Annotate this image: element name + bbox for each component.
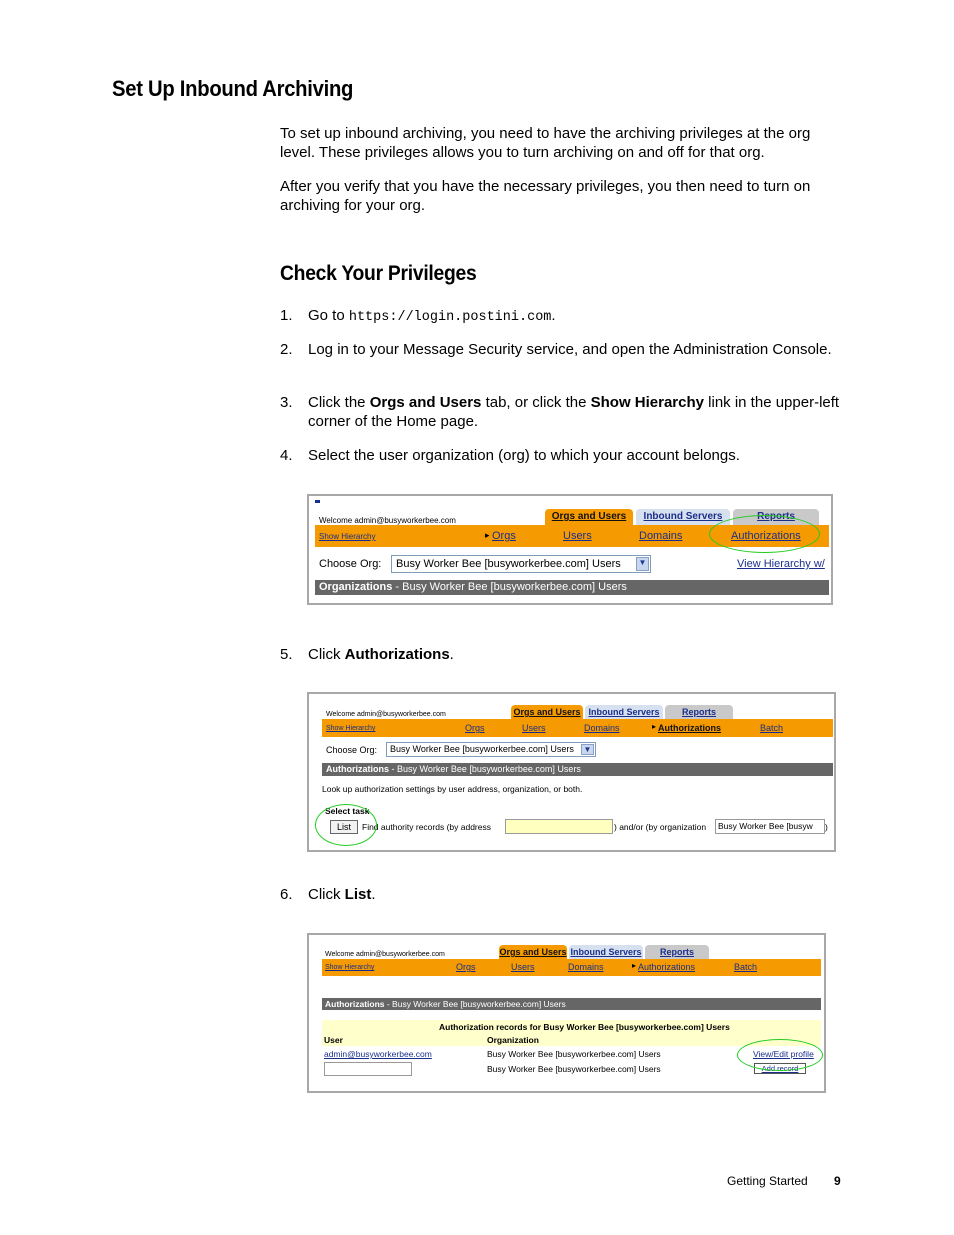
bar-title: Authorizations	[326, 764, 389, 774]
organization-input[interactable]: Busy Worker Bee [busyw	[715, 819, 825, 834]
step-number: 1.	[280, 307, 293, 324]
step-text: Go to	[308, 307, 349, 324]
tab-orgs-and-users[interactable]: Orgs and Users	[545, 509, 633, 525]
highlight-circle	[737, 1039, 823, 1071]
highlight-circle	[709, 515, 820, 553]
user-email-link[interactable]: admin@busyworkerbee.com	[324, 1049, 432, 1059]
list-term: List	[344, 886, 372, 903]
tab-inbound-servers[interactable]: Inbound Servers	[636, 509, 730, 525]
show-hierarchy-link[interactable]: Show Hierarchy	[326, 725, 376, 732]
column-organization: Organization	[487, 1035, 539, 1045]
bar-subtitle: - Busy Worker Bee [busyworkerbee.com] Users	[384, 999, 566, 1009]
choose-org-select[interactable]	[386, 742, 596, 757]
tab-orgs-and-users[interactable]: Orgs and Users	[511, 705, 583, 719]
nav-orgs[interactable]: Orgs	[456, 962, 476, 972]
select-task-label: Select task	[325, 806, 370, 816]
step-3	[280, 393, 845, 431]
bar-title: Organizations	[319, 581, 393, 593]
step-number: 5.	[280, 646, 293, 663]
choose-org-select[interactable]	[391, 555, 651, 573]
choose-org-label: Choose Org:	[319, 558, 382, 570]
screenshot-authorizations	[307, 692, 836, 852]
caret-icon: ▸	[652, 722, 657, 731]
step-text: tab, or click the	[481, 394, 591, 411]
section-heading: Check Your Privileges	[280, 262, 477, 285]
nav-batch[interactable]: Batch	[760, 723, 784, 733]
list-button[interactable]: List	[330, 820, 358, 834]
step-2	[280, 340, 845, 359]
step-text: Log in to your Message Security service, and open the Administration Console.	[308, 341, 832, 358]
close-paren: )	[825, 822, 828, 832]
nav-orgs[interactable]: Orgs	[465, 723, 485, 733]
step-text: .	[551, 307, 556, 324]
step-5	[280, 645, 845, 664]
choose-org-value: Busy Worker Bee [busyworkerbee.com] Users	[396, 558, 621, 570]
tab-inbound-servers[interactable]: Inbound Servers	[585, 705, 663, 719]
step-number: 4.	[280, 447, 293, 464]
welcome-text: Welcome admin@busyworkerbee.com	[326, 711, 446, 718]
step-text: .	[449, 646, 454, 663]
step-text: Click	[308, 886, 345, 903]
nav-authorizations[interactable]: Authorizations	[658, 723, 721, 733]
bar-title: Authorizations	[325, 999, 385, 1009]
column-user: User	[324, 1035, 343, 1045]
section-bar	[322, 998, 821, 1010]
caret-icon: ▸	[485, 530, 490, 540]
step-number: 6.	[280, 886, 293, 903]
nav-authorizations[interactable]: Authorizations	[638, 962, 696, 972]
nav-users[interactable]: Users	[522, 723, 546, 733]
screenshot-authorization-records	[307, 933, 826, 1093]
bar-subtitle: - Busy Worker Bee [busyworkerbee.com] Users	[392, 581, 627, 593]
bar-subtitle: - Busy Worker Bee [busyworkerbee.com] Users	[389, 764, 581, 774]
new-user-input[interactable]	[324, 1062, 412, 1076]
chevron-down-icon[interactable]: ▼	[581, 744, 594, 755]
nav-orgs[interactable]: Orgs	[492, 530, 516, 542]
add-record-button[interactable]: Add record	[754, 1063, 806, 1074]
records-title: Authorization records for Busy Worker Bee [busyworkerbee.com] Users	[439, 1022, 730, 1032]
nav-authorizations[interactable]: Authorizations	[731, 530, 801, 542]
show-hierarchy-link[interactable]: Show Hierarchy	[319, 532, 376, 541]
chevron-down-icon[interactable]: ▼	[636, 557, 649, 571]
nav-domains[interactable]: Domains	[639, 530, 683, 542]
address-input[interactable]	[505, 819, 613, 834]
tab-inbound-servers[interactable]: Inbound Servers	[570, 947, 642, 957]
caret-icon: ▸	[632, 961, 637, 970]
highlight-circle	[315, 804, 377, 846]
step-text: link in the upper-left corner of the Home page.	[308, 394, 840, 430]
welcome-text: Welcome admin@busyworkerbee.com	[325, 951, 445, 958]
step-6	[280, 885, 845, 904]
tab-orgs-and-users[interactable]: Orgs and Users	[499, 947, 567, 957]
show-hierarchy-link[interactable]: Show Hierarchy	[325, 964, 375, 971]
nav-users[interactable]: Users	[563, 530, 592, 542]
nav-bar	[322, 719, 833, 737]
view-edit-profile-link[interactable]: View/Edit profile	[753, 1049, 814, 1059]
nav-bar	[322, 959, 821, 976]
find-text: Find authority records (by address	[362, 822, 491, 832]
step-1	[280, 306, 845, 327]
intro-paragraph-1: To set up inbound archiving, you need to have the archiving privileges at the org level. These privileges allows you to turn archiving on and off for that org.	[280, 125, 811, 161]
orgs-and-users-term: Orgs and Users	[369, 394, 482, 411]
nav-users[interactable]: Users	[511, 962, 535, 972]
step-text: Click the	[308, 394, 370, 411]
nav-domains[interactable]: Domains	[584, 723, 620, 733]
step-number: 2.	[280, 341, 293, 358]
row1-organization: Busy Worker Bee [busyworkerbee.com] Users	[487, 1049, 661, 1059]
page-title: Set Up Inbound Archiving	[112, 76, 354, 101]
step-text: .	[371, 886, 376, 903]
lookup-text: Look up authorization settings by user address, organization, or both.	[322, 784, 583, 794]
welcome-text: Welcome admin@busyworkerbee.com	[319, 516, 456, 525]
andor-text: ) and/or (by organization	[614, 822, 707, 832]
step-number: 3.	[280, 394, 293, 411]
step-4	[280, 446, 845, 465]
intro-paragraph-2: After you verify that you have the necessary privileges, you then need to turn on archiving for your org.	[280, 178, 811, 214]
section-bar	[322, 763, 833, 776]
login-url[interactable]: https://login.postini.com	[348, 310, 552, 325]
view-hierarchy-link[interactable]: View Hierarchy w/	[737, 558, 825, 570]
screenshot-org-hierarchy	[307, 494, 833, 605]
tab-reports[interactable]: Reports	[733, 509, 819, 525]
nav-batch[interactable]: Batch	[734, 962, 758, 972]
choose-org-label: Choose Org:	[326, 745, 378, 755]
step-text: Click	[308, 646, 345, 663]
authorizations-term: Authorizations	[344, 646, 450, 663]
row2-organization: Busy Worker Bee [busyworkerbee.com] Users	[487, 1064, 661, 1074]
nav-domains[interactable]: Domains	[568, 962, 604, 972]
choose-org-value: Busy Worker Bee [busyworkerbee.com] Users	[390, 744, 574, 754]
footer-section: Getting Started	[727, 1174, 808, 1188]
corner-mark	[315, 500, 320, 503]
tab-reports[interactable]: Reports	[665, 705, 733, 719]
page-number: 9	[834, 1174, 841, 1188]
show-hierarchy-term: Show Hierarchy	[590, 394, 704, 411]
step-text: Select the user organization (org) to which your account belongs.	[308, 447, 740, 464]
section-bar	[315, 580, 829, 595]
tab-reports[interactable]: Reports	[645, 945, 709, 959]
records-header	[322, 1020, 821, 1046]
